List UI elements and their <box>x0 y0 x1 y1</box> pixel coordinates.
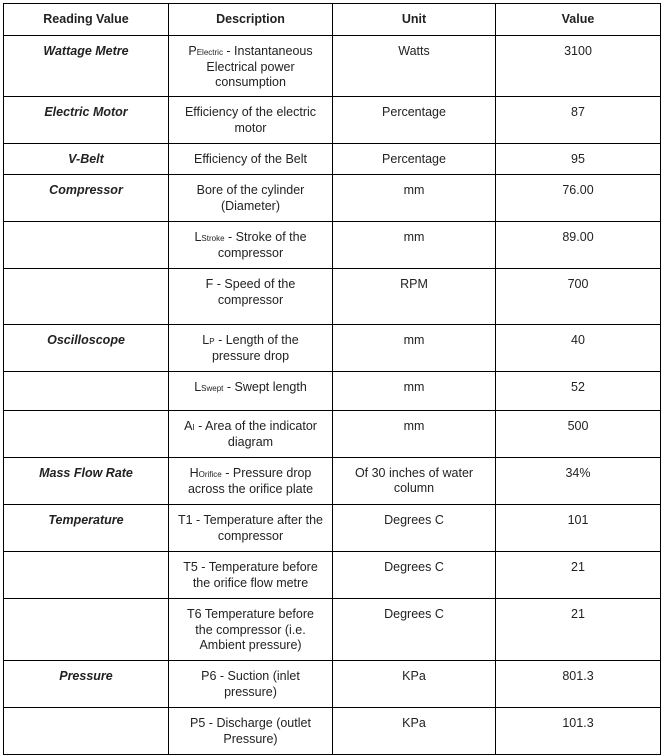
unit-cell: Degrees C <box>333 552 496 599</box>
description-cell <box>169 36 333 97</box>
unit-cell: Watts <box>333 36 496 97</box>
reading-value-cell <box>4 661 169 708</box>
table-row <box>4 269 661 325</box>
unit-cell: mm <box>333 411 496 458</box>
table-row <box>4 36 661 97</box>
description-cell <box>169 599 333 661</box>
unit-cell: mm <box>333 222 496 269</box>
reading-value-cell <box>4 269 169 325</box>
reading-value-cell <box>4 222 169 269</box>
description-text: P6 - Suction (inlet pressure) <box>201 669 300 699</box>
reading-value-cell <box>4 325 169 372</box>
table-row <box>4 505 661 552</box>
value-cell: 87 <box>496 97 661 144</box>
reading-value-cell <box>4 372 169 411</box>
description-cell <box>169 661 333 708</box>
description-cell <box>169 269 333 325</box>
unit-cell: Percentage <box>333 144 496 175</box>
table-row <box>4 325 661 372</box>
value-cell: 34% <box>496 458 661 505</box>
table-row <box>4 661 661 708</box>
reading-value-label: Wattage Metre <box>43 44 129 58</box>
reading-value-label: Electric Motor <box>44 105 128 119</box>
description-text: - Area of the indicator diagram <box>194 419 317 449</box>
reading-value-label: Oscilloscope <box>47 333 125 347</box>
unit-cell: mm <box>333 325 496 372</box>
value-cell: 89.00 <box>496 222 661 269</box>
reading-value-cell <box>4 708 169 755</box>
description-text: Bore of the cylinder (Diameter) <box>196 183 305 213</box>
description-text: T1 - Temperature after the compressor <box>178 513 323 543</box>
unit-cell: KPa <box>333 708 496 755</box>
description-text: - Swept length <box>223 380 307 394</box>
readings-table <box>3 3 661 755</box>
description-text: - Length of the pressure drop <box>211 333 299 363</box>
description-text: T5 - Temperature before the orifice flow metre <box>183 560 318 590</box>
reading-value-cell <box>4 144 169 175</box>
table-row <box>4 552 661 599</box>
description-cell <box>169 708 333 755</box>
unit-cell: Degrees C <box>333 505 496 552</box>
description-text: P5 - Discharge (outlet Pressure) <box>190 716 311 746</box>
symbol-subscript: Swept <box>201 384 224 393</box>
value-cell: 3100 <box>496 36 661 97</box>
value-cell: 40 <box>496 325 661 372</box>
table-row <box>4 708 661 755</box>
value-cell: 95 <box>496 144 661 175</box>
unit-cell: mm <box>333 372 496 411</box>
value-cell: 101.3 <box>496 708 661 755</box>
value-cell: 500 <box>496 411 661 458</box>
value-cell: 21 <box>496 599 661 661</box>
description-cell <box>169 505 333 552</box>
header-unit: Unit <box>333 4 496 36</box>
value-cell: 52 <box>496 372 661 411</box>
symbol: P <box>188 44 197 58</box>
table-row <box>4 458 661 505</box>
reading-value-cell <box>4 36 169 97</box>
symbol-subscript: Electric <box>196 48 223 57</box>
description-cell <box>169 144 333 175</box>
symbol-subscript: I <box>192 423 195 432</box>
description-cell <box>169 372 333 411</box>
description-text: Efficiency of the Belt <box>193 152 308 166</box>
table-row <box>4 411 661 458</box>
table-row <box>4 372 661 411</box>
unit-cell: mm <box>333 175 496 222</box>
symbol: L <box>194 230 202 244</box>
description-text: - Stroke of the compressor <box>217 230 307 260</box>
symbol-subscript: Stroke <box>201 234 225 243</box>
value-cell: 700 <box>496 269 661 325</box>
description-text: - Instantaneous Electrical power consumption <box>206 44 313 89</box>
unit-cell: Percentage <box>333 97 496 144</box>
description-cell <box>169 552 333 599</box>
description-text: - Pressure drop across the orifice plate <box>187 466 314 496</box>
reading-value-cell <box>4 505 169 552</box>
reading-value-label: Mass Flow Rate <box>39 466 133 480</box>
header-reading-value: Reading Value <box>4 4 169 36</box>
table-row <box>4 175 661 222</box>
reading-value-cell <box>4 552 169 599</box>
header-row <box>4 4 661 36</box>
reading-value-label: Pressure <box>59 669 113 683</box>
description-cell <box>169 458 333 505</box>
reading-value-cell <box>4 411 169 458</box>
value-cell: 76.00 <box>496 175 661 222</box>
value-cell: 101 <box>496 505 661 552</box>
unit-cell: RPM <box>333 269 496 325</box>
description-cell <box>169 325 333 372</box>
symbol: H <box>189 466 199 480</box>
table-row <box>4 599 661 661</box>
reading-value-label: V-Belt <box>68 152 104 166</box>
header-description: Description <box>169 4 333 36</box>
description-cell <box>169 222 333 269</box>
reading-value-label: Compressor <box>49 183 123 197</box>
table-row <box>4 144 661 175</box>
reading-value-label: Temperature <box>48 513 124 527</box>
table-row <box>4 97 661 144</box>
reading-value-cell <box>4 97 169 144</box>
description-text: T6 Temperature before the compressor (i.e. Ambient pressure) <box>187 607 314 652</box>
symbol: L <box>194 380 202 394</box>
reading-value-cell <box>4 599 169 661</box>
symbol: A <box>184 419 193 433</box>
value-cell: 801.3 <box>496 661 661 708</box>
table-row <box>4 222 661 269</box>
description-cell <box>169 97 333 144</box>
reading-value-cell <box>4 175 169 222</box>
reading-value-cell <box>4 458 169 505</box>
value-cell: 21 <box>496 552 661 599</box>
symbol-subscript: Orifice <box>198 470 222 479</box>
description-cell <box>169 175 333 222</box>
description-text: F - Speed of the compressor <box>205 277 296 307</box>
description-text: Efficiency of the electric motor <box>184 105 317 135</box>
unit-cell: KPa <box>333 661 496 708</box>
unit-cell: Degrees C <box>333 599 496 661</box>
unit-cell: Of 30 inches of water column <box>333 458 496 505</box>
description-cell <box>169 411 333 458</box>
symbol-subscript: P <box>209 337 215 346</box>
header-value: Value <box>496 4 661 36</box>
symbol: L <box>202 333 210 347</box>
